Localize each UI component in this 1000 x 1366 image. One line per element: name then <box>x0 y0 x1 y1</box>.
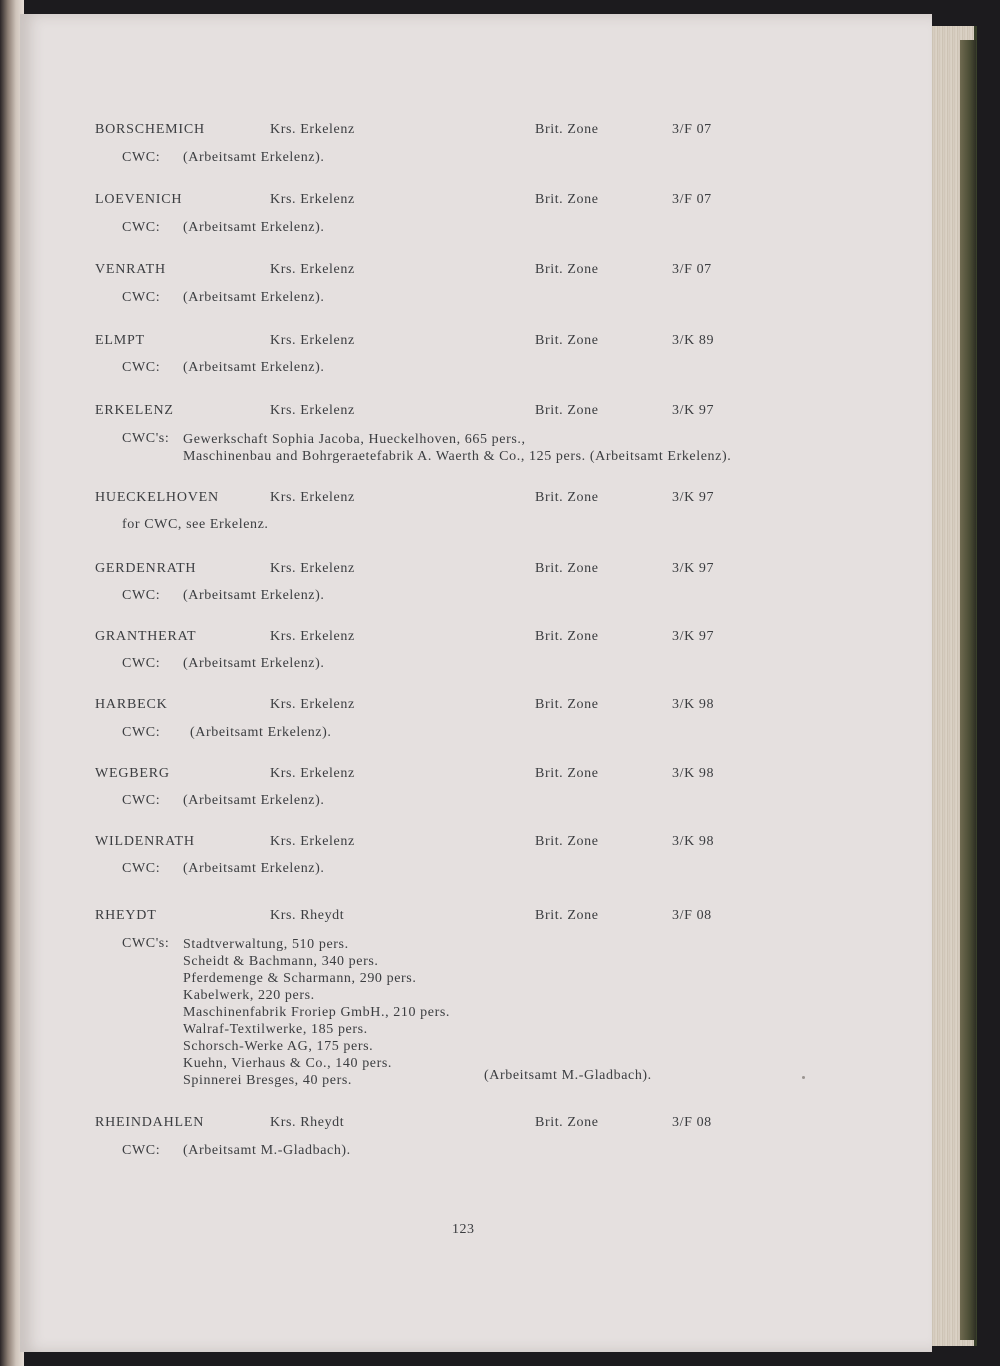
place-name: BORSCHEMICH <box>95 122 205 137</box>
cwc-label: CWC: <box>122 360 161 375</box>
place-name: ERKELENZ <box>95 403 174 418</box>
cwc-label: CWC: <box>122 290 161 305</box>
zone: Brit. Zone <box>535 403 599 418</box>
grid-ref: 3/F 07 <box>672 122 712 137</box>
grid-ref: 3/K 97 <box>672 490 715 505</box>
entry-heading <box>0 262 1000 282</box>
zone: Brit. Zone <box>535 262 599 277</box>
district: Krs. Erkelenz <box>270 192 355 207</box>
district: Krs. Erkelenz <box>270 834 355 849</box>
entry-heading <box>0 333 1000 353</box>
cwc-item: Kuehn, Vierhaus & Co., 140 pers. <box>183 1056 393 1071</box>
cwc-label: CWC: <box>122 725 161 740</box>
cwc-line <box>0 290 1000 310</box>
speck-mark <box>802 1076 805 1079</box>
zone: Brit. Zone <box>535 629 599 644</box>
zone: Brit. Zone <box>535 490 599 505</box>
place-name: HARBECK <box>95 697 168 712</box>
entry-heading <box>0 122 1000 142</box>
cwc-text: (Arbeitsamt Erkelenz). <box>183 588 325 603</box>
district: Krs. Erkelenz <box>270 333 355 348</box>
cwc-line <box>0 220 1000 240</box>
cwc-label: CWC: <box>122 1143 161 1158</box>
entry-heading <box>0 192 1000 212</box>
cwc-item: Maschinenfabrik Froriep GmbH., 210 pers. <box>183 1005 451 1020</box>
cwc-text: (Arbeitsamt Erkelenz). <box>183 656 325 671</box>
cwc-block <box>0 431 1000 467</box>
zone: Brit. Zone <box>535 908 599 923</box>
agency-note: (Arbeitsamt M.-Gladbach). <box>484 1068 652 1083</box>
grid-ref: 3/K 97 <box>672 403 715 418</box>
grid-ref: 3/F 08 <box>672 908 712 923</box>
grid-ref: 3/K 98 <box>672 834 715 849</box>
district: Krs. Erkelenz <box>270 403 355 418</box>
cwc-line <box>0 725 1000 745</box>
cwc-line <box>0 150 1000 170</box>
grid-ref: 3/K 98 <box>672 766 715 781</box>
place-name: VENRATH <box>95 262 166 277</box>
cwc-block <box>0 936 1000 1092</box>
cwc-item: Spinnerei Bresges, 40 pers. <box>183 1073 353 1088</box>
grid-ref: 3/K 97 <box>672 629 715 644</box>
entry-heading <box>0 403 1000 423</box>
zone: Brit. Zone <box>535 697 599 712</box>
cwc-list <box>183 431 731 465</box>
cwc-item: Kabelwerk, 220 pers. <box>183 988 315 1003</box>
cwc-item: Stadtverwaltung, 510 pers. <box>183 937 349 952</box>
grid-ref: 3/F 08 <box>672 1115 712 1130</box>
cwc-label: CWC: <box>122 861 161 876</box>
place-name: RHEYDT <box>95 908 157 923</box>
zone: Brit. Zone <box>535 766 599 781</box>
grid-ref: 3/K 89 <box>672 333 715 348</box>
district: Krs. Erkelenz <box>270 697 355 712</box>
district: Krs. Erkelenz <box>270 561 355 576</box>
district: Krs. Erkelenz <box>270 766 355 781</box>
zone: Brit. Zone <box>535 1115 599 1130</box>
cwc-item: Walraf-Textilwerke, 185 pers. <box>183 1022 368 1037</box>
grid-ref: 3/K 98 <box>672 697 715 712</box>
cwc-item: Maschinenbau and Bohrgeraetefabrik A. Waerth & Co., 125 pers. (Arbeitsamt Erkelenz). <box>183 449 732 464</box>
zone: Brit. Zone <box>535 122 599 137</box>
district: Krs. Rheydt <box>270 908 345 923</box>
cwc-text: (Arbeitsamt Erkelenz). <box>190 725 332 740</box>
zone: Brit. Zone <box>535 834 599 849</box>
page-number: 123 <box>452 1222 475 1237</box>
place-name: HUECKELHOVEN <box>95 490 219 505</box>
cwc-text: (Arbeitsamt M.-Gladbach). <box>183 1143 351 1158</box>
entry-heading <box>0 1115 1000 1135</box>
cwc-label: CWC: <box>122 150 161 165</box>
cwc-line <box>0 1143 1000 1163</box>
cwc-line <box>0 656 1000 676</box>
cwc-text: (Arbeitsamt Erkelenz). <box>183 220 325 235</box>
cwc-label: CWC: <box>122 588 161 603</box>
cwc-line <box>0 360 1000 380</box>
cwc-item: Gewerkschaft Sophia Jacoba, Hueckelhoven, 665 pers., <box>183 432 526 447</box>
place-name: WILDENRATH <box>95 834 195 849</box>
place-name: ELMPT <box>95 333 145 348</box>
cwc-label: CWC's: <box>122 431 170 446</box>
cwc-line <box>0 861 1000 881</box>
cwc-label: CWC: <box>122 656 161 671</box>
grid-ref: 3/F 07 <box>672 192 712 207</box>
entry-heading <box>0 490 1000 510</box>
entry-heading <box>0 561 1000 581</box>
cwc-line <box>0 793 1000 813</box>
zone: Brit. Zone <box>535 192 599 207</box>
cwc-line <box>0 588 1000 608</box>
zone: Brit. Zone <box>535 561 599 576</box>
place-name: RHEINDAHLEN <box>95 1115 205 1130</box>
entry-heading <box>0 834 1000 854</box>
cwc-list <box>183 936 450 1089</box>
cwc-text: (Arbeitsamt Erkelenz). <box>183 150 325 165</box>
grid-ref: 3/K 97 <box>672 561 715 576</box>
cwc-label: CWC's: <box>122 936 170 951</box>
district: Krs. Rheydt <box>270 1115 345 1130</box>
cwc-item: Schorsch-Werke AG, 175 pers. <box>183 1039 374 1054</box>
entry-heading <box>0 697 1000 717</box>
zone: Brit. Zone <box>535 333 599 348</box>
cwc-label: CWC: <box>122 793 161 808</box>
cwc-text: (Arbeitsamt Erkelenz). <box>183 793 325 808</box>
district: Krs. Erkelenz <box>270 262 355 277</box>
district: Krs. Erkelenz <box>270 490 355 505</box>
entry-heading <box>0 629 1000 649</box>
cwc-text: (Arbeitsamt Erkelenz). <box>183 861 325 876</box>
district: Krs. Erkelenz <box>270 629 355 644</box>
cwc-text: (Arbeitsamt Erkelenz). <box>183 290 325 305</box>
place-name: LOEVENICH <box>95 192 183 207</box>
entry-heading <box>0 766 1000 786</box>
district: Krs. Erkelenz <box>270 122 355 137</box>
cwc-text: (Arbeitsamt Erkelenz). <box>183 360 325 375</box>
place-name: GRANTHERAT <box>95 629 197 644</box>
grid-ref: 3/F 07 <box>672 262 712 277</box>
cwc-item: Pferdemenge & Scharmann, 290 pers. <box>183 971 417 986</box>
cwc-label: CWC: <box>122 220 161 235</box>
cwc-line <box>0 517 1000 537</box>
entry-heading <box>0 908 1000 928</box>
cwc-note: for CWC, see Erkelenz. <box>122 517 269 532</box>
place-name: GERDENRATH <box>95 561 197 576</box>
cwc-item: Scheidt & Bachmann, 340 pers. <box>183 954 379 969</box>
place-name: WEGBERG <box>95 766 170 781</box>
